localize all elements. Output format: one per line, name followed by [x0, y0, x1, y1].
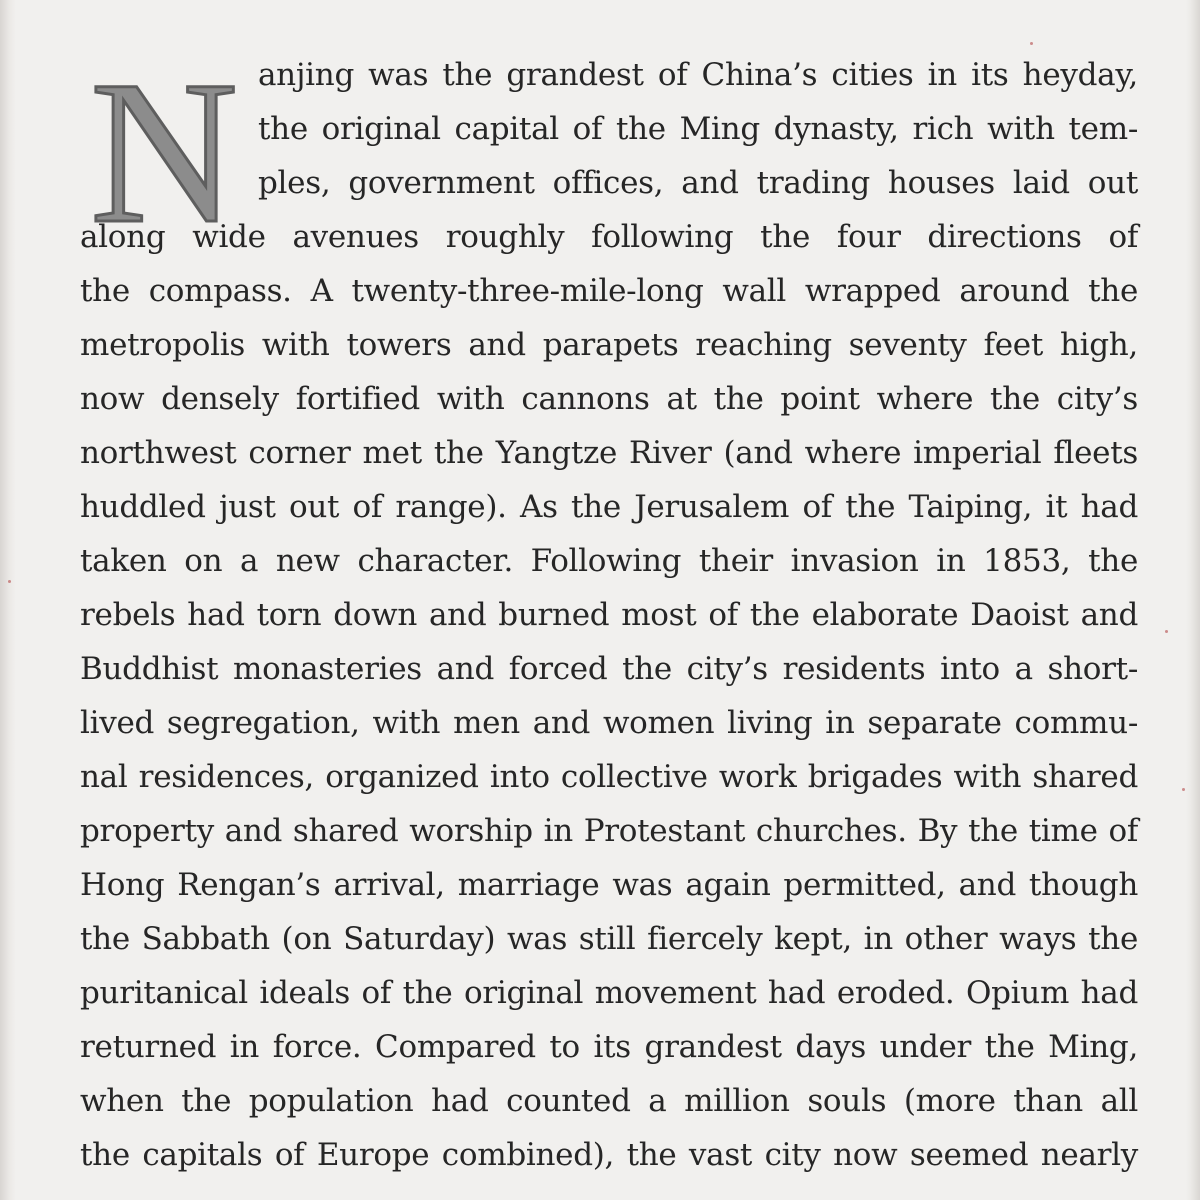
text-line: the compass. A twenty-three-mile-long wall wrapped around the: [80, 273, 1138, 309]
ink-speck: [8, 580, 11, 583]
text-line: now densely fortified with cannons at the point where the city’s: [80, 381, 1138, 417]
text-line: returned in force. Compared to its grandest days under the Ming,: [80, 1029, 1138, 1065]
text-line: lived segregation, with men and women living in separate commu-: [80, 705, 1138, 741]
ink-speck: [1165, 630, 1168, 633]
ink-speck: [1182, 788, 1185, 791]
text-line: metropolis with towers and parapets reaching seventy feet high,: [80, 327, 1138, 363]
text-line: along wide avenues roughly following the four directions of: [80, 219, 1138, 255]
page-left-edge: [0, 0, 16, 1200]
drop-cap: N: [90, 39, 239, 266]
text-line: the capitals of Europe combined), the vast city now seemed nearly: [80, 1137, 1138, 1173]
text-line: anjing was the grandest of China’s cities in its heyday,: [258, 57, 1138, 93]
text-line: property and shared worship in Protestant churches. By the time of: [80, 813, 1138, 849]
text-line: when the population had counted a million souls (more than all: [80, 1083, 1138, 1119]
ink-speck: [1030, 42, 1033, 45]
text-line: Buddhist monasteries and forced the city’s residents into a short-: [80, 651, 1138, 687]
text-line: puritanical ideals of the original movement had eroded. Opium had: [80, 975, 1138, 1011]
page-right-edge: [1186, 0, 1200, 1200]
text-line: the original capital of the Ming dynasty, rich with tem-: [258, 111, 1138, 147]
text-line: taken on a new character. Following their invasion in 1853, the: [80, 543, 1138, 579]
text-line: the Sabbath (on Saturday) was still fiercely kept, in other ways the: [80, 921, 1138, 957]
text-line: Hong Rengan’s arrival, marriage was again permitted, and though: [80, 867, 1138, 903]
text-line: nal residences, organized into collective work brigades with shared: [80, 759, 1138, 795]
text-line: ples, government offices, and trading houses laid out: [258, 165, 1138, 201]
text-line: rebels had torn down and burned most of the elaborate Daoist and: [80, 597, 1138, 633]
text-line: huddled just out of range). As the Jerusalem of the Taiping, it had: [80, 489, 1138, 525]
text-line: northwest corner met the Yangtze River (and where imperial fleets: [80, 435, 1138, 471]
